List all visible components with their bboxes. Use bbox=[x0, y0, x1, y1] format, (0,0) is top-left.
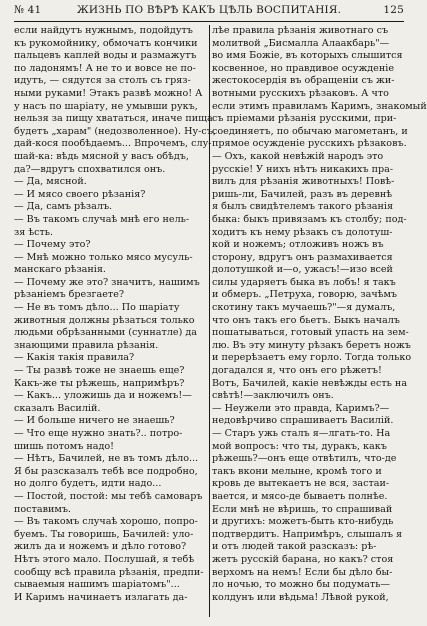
text-line: если этимъ правиламъ Каримъ, знакомый bbox=[212, 100, 427, 112]
text-line: соединяетъ, по обычаю магометанъ, и bbox=[212, 125, 408, 137]
text-line: животныя должны рѣзаться только bbox=[14, 314, 195, 326]
text-line: по ладонямъ! А не то и вовсе не по- bbox=[14, 62, 196, 74]
text-line: ришь-ли, Бачилей, разъ въ деревнѣ bbox=[212, 188, 393, 200]
text-line: Какъ-же ты рѣжешь, напримѣръ? bbox=[14, 377, 185, 389]
text-line: пошатываться, готовый упасть на зем- bbox=[212, 327, 409, 339]
text-line: — Ты развѣ тоже не знаешь еще? bbox=[14, 365, 185, 377]
text-line: мой вопросъ: что ты, дуракъ, какъ bbox=[212, 440, 387, 452]
text-line: — Да, мясной. bbox=[14, 176, 87, 188]
text-line: идутъ, — сядутся за столъ съ гряз- bbox=[14, 75, 191, 87]
text-line: вилъ для рѣзанія животныхъ! Повѣ- bbox=[212, 176, 395, 188]
text-line: рѣзаніемъ брезгаете? bbox=[14, 289, 125, 301]
text-line: — Въ такомъ случаѣ хорошо, попро- bbox=[14, 516, 198, 528]
text-line: — Не въ томъ дѣло... По шаріату bbox=[14, 302, 180, 314]
issue-number: № 41 bbox=[14, 4, 42, 16]
text-line: и другихъ: можетъ-быть кто-нибудь bbox=[212, 516, 394, 528]
text-line: рѣжешь?—онъ еще отвѣтилъ, что-де bbox=[212, 453, 397, 465]
text-line: знающими правила рѣзанія. bbox=[14, 339, 159, 351]
text-line: подтвердитъ. Напримѣръ, слышалъ я bbox=[212, 528, 403, 540]
text-line: лѣе правила рѣзанія животнаго съ bbox=[212, 25, 389, 36]
text-line: у насъ по шаріату, не умывши рукъ, bbox=[14, 100, 198, 112]
text-line: ходитъ къ нему рѣзакъ съ долотуш- bbox=[212, 226, 393, 238]
page-number: 125 bbox=[383, 4, 404, 16]
text-line: жетъ русскій барана, но какъ? стоя bbox=[212, 553, 394, 565]
left-column bbox=[14, 25, 216, 617]
text-line: жестокосердія въ обращеніи съ жи- bbox=[212, 75, 395, 87]
text-line: Нѣтъ этого мало. Послушай, я тебѣ bbox=[14, 553, 195, 565]
text-line: людьми обрѣзанными (суннатле) да bbox=[14, 327, 198, 339]
text-line: будетъ „харам" (недозволенное). Ну-съ, bbox=[14, 125, 216, 137]
text-line: кой и ножемъ; отложивъ ножъ въ bbox=[212, 239, 384, 251]
text-line: сказалъ Василій. bbox=[14, 402, 101, 414]
text-line: И Каримъ начинаетъ излагать да- bbox=[14, 591, 188, 603]
text-line: вается, и мясо-де бываетъ полнѣе. bbox=[212, 490, 388, 502]
text-line: молитвой „Бисмалла Алаакбарь"— bbox=[212, 37, 390, 49]
text-line: — Что еще нужно знать?.. потро- bbox=[14, 428, 183, 439]
text-line: — И мясо своего рѣзанія? bbox=[14, 188, 146, 200]
text-line: и перерѣзаетъ ему горло. Тогда только bbox=[212, 352, 412, 364]
text-line: что онъ такъ его бьетъ. Быкъ началъ bbox=[212, 314, 400, 326]
text-line: нельзя за пищу хвататься, иначе пища bbox=[14, 113, 213, 125]
text-line: — Почему это? bbox=[14, 239, 91, 251]
text-line: сообщу всѣ правила рѣзанія, предпи- bbox=[14, 566, 204, 578]
text-line: — Неужели это правда, Каримъ?— bbox=[212, 402, 390, 414]
text-line: Я бы разсказалъ тебѣ все подробно, bbox=[14, 465, 198, 477]
text-line: да?—вдругъ спохватился онъ. bbox=[14, 163, 166, 175]
text-line: и отъ людей такой разсказъ: рѣ- bbox=[212, 541, 377, 553]
text-line: лю. Въ эту минуту рѣзакъ беретъ ножъ bbox=[212, 339, 411, 351]
text-line: ными руками! Этакъ развѣ можно! А bbox=[14, 87, 203, 99]
text-line: буемъ. Ты говоришь, Бачилей: уло- bbox=[14, 528, 194, 540]
text-line: Вотъ, Бачилей, какіе невѣжды есть на bbox=[212, 377, 408, 389]
text-line: манскаго рѣзанія. bbox=[14, 264, 106, 276]
text-line: съ пріемами рѣзанія русскими, при- bbox=[212, 113, 397, 125]
text-line: такъ вкони мелыне, кромѣ того и bbox=[212, 465, 382, 477]
text-line: поставимъ. bbox=[14, 503, 71, 515]
text-line: и обмеръ. „Петруха, говорю, зачѣмъ bbox=[212, 289, 398, 301]
text-line: верхомъ на немъ! Если бы дѣло бы- bbox=[212, 566, 393, 578]
text-line: вотными русскихъ рѣзаковъ. А что bbox=[212, 87, 389, 99]
right-column bbox=[212, 25, 427, 604]
text-line: русскіе! У нихъ нѣтъ никакихъ пра- bbox=[212, 163, 394, 175]
text-line: сторону, вдругъ онъ размахивается bbox=[212, 251, 393, 263]
text-line: — Охъ, какой невѣжій народъ это bbox=[212, 150, 384, 162]
text-line: недовѣрчиво спрашиваетъ Василій. bbox=[212, 415, 394, 427]
text-line: долотушкой и—о, ужасъ!—изо всей bbox=[212, 264, 393, 276]
text-line: быка: быкъ привязамъ къ столбу; под- bbox=[212, 213, 407, 225]
text-line: — Въ такомъ случаѣ мнѣ его нель- bbox=[14, 213, 190, 225]
text-line: сываемыя нашимъ шаріатомъ"... bbox=[14, 579, 180, 591]
text-line: — И больше ничего не знаешь? bbox=[14, 415, 175, 427]
text-line: — Нѣтъ, Бачилей, не въ томъ дѣло... bbox=[14, 453, 199, 465]
text-line: если найдутъ нужнымъ, подойдутъ bbox=[14, 25, 193, 36]
text-line: — Мнѣ можно только мясо мусуль- bbox=[14, 251, 193, 263]
text-line: дай-кося пообѣдаемъ... Впрочемъ, слу- bbox=[14, 138, 212, 150]
text-line: жилъ да и ножемъ и дѣло готово? bbox=[14, 541, 187, 553]
text-line: — Какія такія правила? bbox=[14, 352, 135, 364]
text-line: Если мнѣ не вѣришь, то спрашивай bbox=[212, 503, 393, 515]
text-line: — Почему же это? значитъ, нашимъ bbox=[14, 276, 200, 288]
page-header bbox=[14, 4, 404, 20]
text-line: зя ѣсть. bbox=[14, 226, 54, 238]
text-line: кровь де вытекаетъ не вся, застаи- bbox=[212, 478, 390, 490]
text-line: силы ударяетъ быка въ лобъ! я такъ bbox=[212, 276, 396, 288]
text-line: — Старъ ужь сталъ я—лгать-то. На bbox=[212, 428, 391, 439]
text-line: шай-ка: вѣдь мясной у васъ обѣдъ, bbox=[14, 150, 189, 162]
text-line: — Постой, постой: мы тебѣ самоваръ bbox=[14, 490, 203, 502]
text-line: прямое осужденіе русскихъ рѣзаковъ. bbox=[212, 138, 407, 150]
text-line: ло ночью, то можно бы подумать— bbox=[212, 579, 391, 591]
text-line: — Какъ... уложишь да и ножемъ!— bbox=[14, 390, 192, 402]
text-line: пальцевъ каплей воды и размажутъ bbox=[14, 50, 197, 62]
text-line: но долго будетъ, идти надо... bbox=[14, 478, 162, 490]
running-title: ЖИЗНЬ ПО ВѢРѢ КАКЪ ЦѢЛЬ ВОСПИТАНІЯ. bbox=[76, 4, 342, 16]
text-line: косвенное, но правдивое осужденіе bbox=[212, 62, 394, 74]
text-line: я былъ свидѣтелемъ такого рѣзанія bbox=[212, 201, 394, 213]
text-line: — Да, самъ рѣзалъ. bbox=[14, 201, 113, 213]
text-line: къ рукомойнику, обмочатъ кончики bbox=[14, 37, 198, 49]
text-line: во имя Божіе, въ которыхъ слышится bbox=[212, 50, 403, 62]
text-line: шишь потомъ надо! bbox=[14, 440, 115, 452]
text-line: свѣтѣ!—заключилъ онъ. bbox=[212, 390, 334, 402]
text-line: колдунъ или вѣдьма! Лѣвой рукой, bbox=[212, 591, 389, 603]
text-line: скотину такъ мучаешь?"—я думалъ, bbox=[212, 302, 396, 314]
header-rule bbox=[14, 21, 404, 22]
text-line: догадался я, что онъ его рѣжетъ! bbox=[212, 365, 382, 377]
